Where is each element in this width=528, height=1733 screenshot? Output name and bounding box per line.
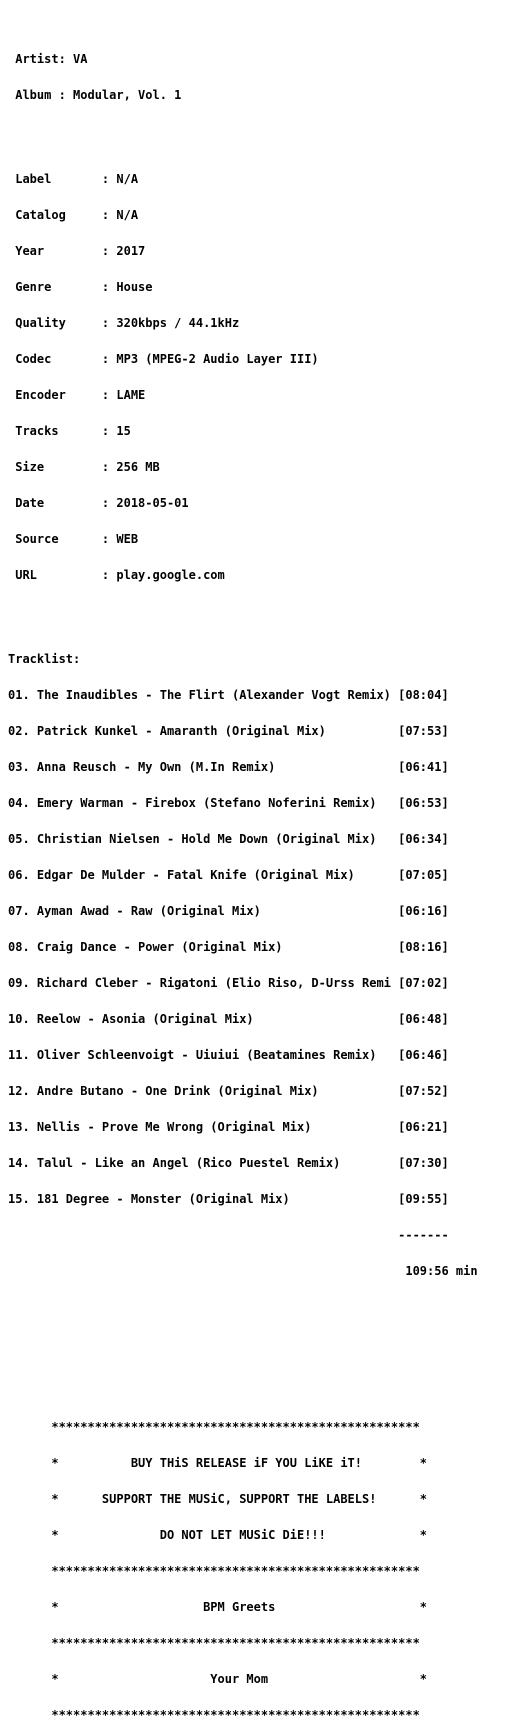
blank-line [8, 1301, 478, 1313]
info-size-line: Size : 256 MB [8, 460, 160, 474]
banner-border: *************************************************** [8, 1564, 420, 1578]
track-line: 08. Craig Dance - Power (Original Mix) [08:16] [8, 940, 449, 954]
blank-line [8, 1337, 478, 1349]
track-line: 14. Talul - Like an Angel (Rico Puestel Remix) [07:30] [8, 1156, 449, 1170]
track-line: 15. 181 Degree - Monster (Original Mix) [09:55] [8, 1192, 449, 1206]
info-quality-line: Quality : 320kbps / 44.1kHz [8, 316, 240, 330]
tracklist-separator: ------- [8, 1228, 449, 1242]
info-source-line: Source : WEB [8, 532, 139, 546]
info-url-line: URL : play.google.com [8, 568, 225, 582]
track-line: 07. Ayman Awad - Raw (Original Mix) [06:16] [8, 904, 449, 918]
track-line: 02. Patrick Kunkel - Amaranth (Original Mix) [07:53] [8, 724, 449, 738]
banner-border: *************************************************** [8, 1420, 420, 1434]
tracklist-total-duration: 109:56 min [8, 1264, 478, 1278]
banner-buy-line: * BUY THiS RELEASE iF YOU LiKE iT! * [8, 1456, 428, 1470]
info-catalog-line: Catalog : N/A [8, 208, 139, 222]
track-line: 11. Oliver Schleenvoigt - Uiuiui (Beatamines Remix) [06:46] [8, 1048, 449, 1062]
info-genre-line: Genre : House [8, 280, 153, 294]
blank-line [8, 1373, 478, 1385]
track-line: 03. Anna Reusch - My Own (M.In Remix) [06:41] [8, 760, 449, 774]
track-line: 01. The Inaudibles - The Flirt (Alexander Vogt Remix) [08:04] [8, 688, 449, 702]
info-label-line: Label : N/A [8, 172, 139, 186]
banner-border: *************************************************** [8, 1708, 420, 1722]
album-line: Album : Modular, Vol. 1 [8, 88, 182, 102]
blank-line [8, 125, 478, 137]
banner-border: *************************************************** [8, 1636, 420, 1650]
info-tracks-line: Tracks : 15 [8, 424, 131, 438]
banner-greets-line: * BPM Greets * [8, 1600, 428, 1614]
artist-line: Artist: VA [8, 52, 88, 66]
info-encoder-line: Encoder : LAME [8, 388, 146, 402]
info-codec-line: Codec : MP3 (MPEG-2 Audio Layer III) [8, 352, 319, 366]
banner-music-line: * DO NOT LET MUSiC DiE!!! * [8, 1528, 428, 1542]
blank-line [8, 605, 478, 617]
track-line: 13. Nellis - Prove Me Wrong (Original Mix) [06:21] [8, 1120, 449, 1134]
banner-support-line: * SUPPORT THE MUSiC, SUPPORT THE LABELS! * [8, 1492, 428, 1506]
info-year-line: Year : 2017 [8, 244, 146, 258]
track-line: 09. Richard Cleber - Rigatoni (Elio Riso, D-Urss Remi [07:02] [8, 976, 449, 990]
nfo-text-document [8, 29, 478, 1733]
track-line: 10. Reelow - Asonia (Original Mix) [06:48] [8, 1012, 449, 1026]
track-line: 05. Christian Nielsen - Hold Me Down (Original Mix) [06:34] [8, 832, 449, 846]
track-line: 06. Edgar De Mulder - Fatal Knife (Original Mix) [07:05] [8, 868, 449, 882]
track-line: 12. Andre Butano - One Drink (Original Mix) [07:52] [8, 1084, 449, 1098]
tracklist-heading: Tracklist: [8, 652, 81, 666]
banner-your-mom-line: * Your Mom * [8, 1672, 428, 1686]
track-line: 04. Emery Warman - Firebox (Stefano Noferini Remix) [06:53] [8, 796, 449, 810]
info-date-line: Date : 2018-05-01 [8, 496, 189, 510]
